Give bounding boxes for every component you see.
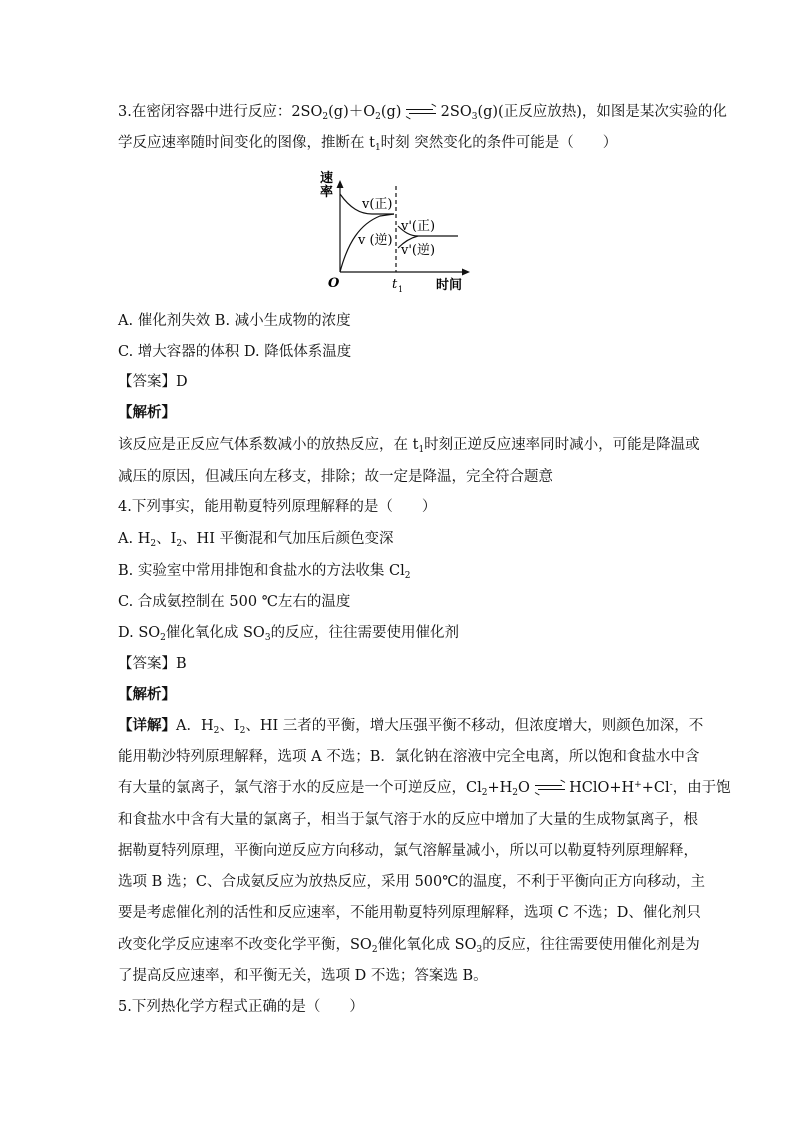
q3-analysis-line2: 减压的原因，但减压向左移支，排除；故一定是降温，完全符合题意	[118, 469, 553, 485]
q4-option-d: D. $SO_2$催化氧化成 $SO_3$的反应，往往需要使用催化剂	[118, 625, 460, 643]
q4-detail-line7: 要是考虑催化剂的活性和反应速率，不能用勒夏特列原理解释，选项 C 不选；D、催化剂只	[118, 905, 701, 921]
q4-answer: 【答案】B	[118, 656, 187, 672]
q4-detail-line4: 和食盐水中含有大量的氯离子，相当于氯气溶于水的反应中增加了大量的生成物氯离子，根	[118, 812, 698, 828]
q4-detail-line6: 选项 B 选；C、合成氨反应为放热反应，采用 500℃的温度，不利于平衡向正方向移动，主	[118, 874, 705, 890]
q3-options-line1: A. 催化剂失效 B. 减小生成物的浓度	[118, 313, 351, 329]
t1-label-sub: 1	[398, 285, 404, 294]
vp-forward-label: v'(正)	[401, 219, 436, 234]
q4-option-a: A. $H_2$、$I_2$、HI 平衡混和气加压后颜色变深	[118, 531, 394, 549]
q3-analysis-line1: 该反应是正反应气体系数减小的放热反应，在 $t_1$时刻正逆反应速率同时减小，可能是降温或	[118, 437, 700, 455]
equilibrium-arrow-icon	[406, 107, 436, 117]
q4-option-b: B. 实验室中常用排饱和食盐水的方法收集 $Cl_2$	[118, 563, 411, 581]
q4-analysis-title: 【解析】	[118, 686, 176, 703]
x-axis-label: 时间	[436, 278, 463, 293]
q3-answer: 【答案】D	[118, 374, 188, 390]
q4-detail-line8: 改变化学反应速率不改变化学平衡，$SO_2$催化氧化成 $SO_3$的反应，往往需要使用催化剂是为	[118, 937, 700, 955]
q3-stem-line2: 学反应速率随时间变化的图像，推断在 $t_1$时刻 突然变化的条件可能是（ ）	[118, 135, 618, 153]
v-forward-label: v(正)	[362, 197, 393, 212]
x-axis-arrow-icon	[462, 269, 470, 276]
q4-detail-line1: 【详解】A．$H_2$、$I_2$、HI 三者的平衡，增大压强平衡不移动，但浓度增大，则颜色加深，不	[118, 717, 704, 736]
q5-stem: 5.下列热化学方程式正确的是（ ）	[118, 999, 364, 1015]
q4-option-c: C. 合成氨控制在 500 ℃左右的温度	[118, 594, 351, 610]
t1-label: t	[392, 277, 398, 292]
vp-reverse-label: v'(逆)	[401, 243, 436, 258]
q4-detail-line3: 有大量的氯离子，氯气溶于水的反应是一个可逆反应，$Cl_2+H_2O$ HClO+H++Cl-，由于饱	[118, 780, 731, 798]
y-label-top: 速	[320, 171, 334, 186]
q4-detail-line9: 了提高反应速率，和平衡无关，选项 D 不选；答案选 B。	[118, 968, 488, 984]
origin-label: O	[328, 276, 340, 291]
q3-stem-line1: 3.在密闭容器中进行反应：$2SO_2(g)+O_2(g)$ $2SO_3(g)$(正反应放热)，如图是某次实验的化	[118, 104, 727, 122]
equilibrium-arrow-icon	[535, 783, 565, 793]
q4-detail-line5: 据勒夏特列原理，平衡向逆反应方向移动，氯气溶解量减小，所以可以勒夏特列原理解释，	[118, 843, 698, 859]
q3-options-line2: C. 增大容器的体积 D. 降低体系温度	[118, 344, 352, 360]
v-reverse-label: v (逆)	[358, 233, 393, 248]
rate-time-graph	[318, 168, 488, 298]
y-axis-arrow-icon	[337, 180, 344, 188]
q4-stem: 4.下列事实，能用勒夏特列原理解释的是（ ）	[118, 499, 437, 515]
q4-detail-line2: 能用勒沙特列原理解释，选项 A 不选；B．氯化钠在溶液中完全电离，所以饱和食盐水中含	[118, 749, 700, 765]
y-label-bottom: 率	[320, 185, 334, 200]
q3-analysis-title: 【解析】	[118, 404, 176, 421]
